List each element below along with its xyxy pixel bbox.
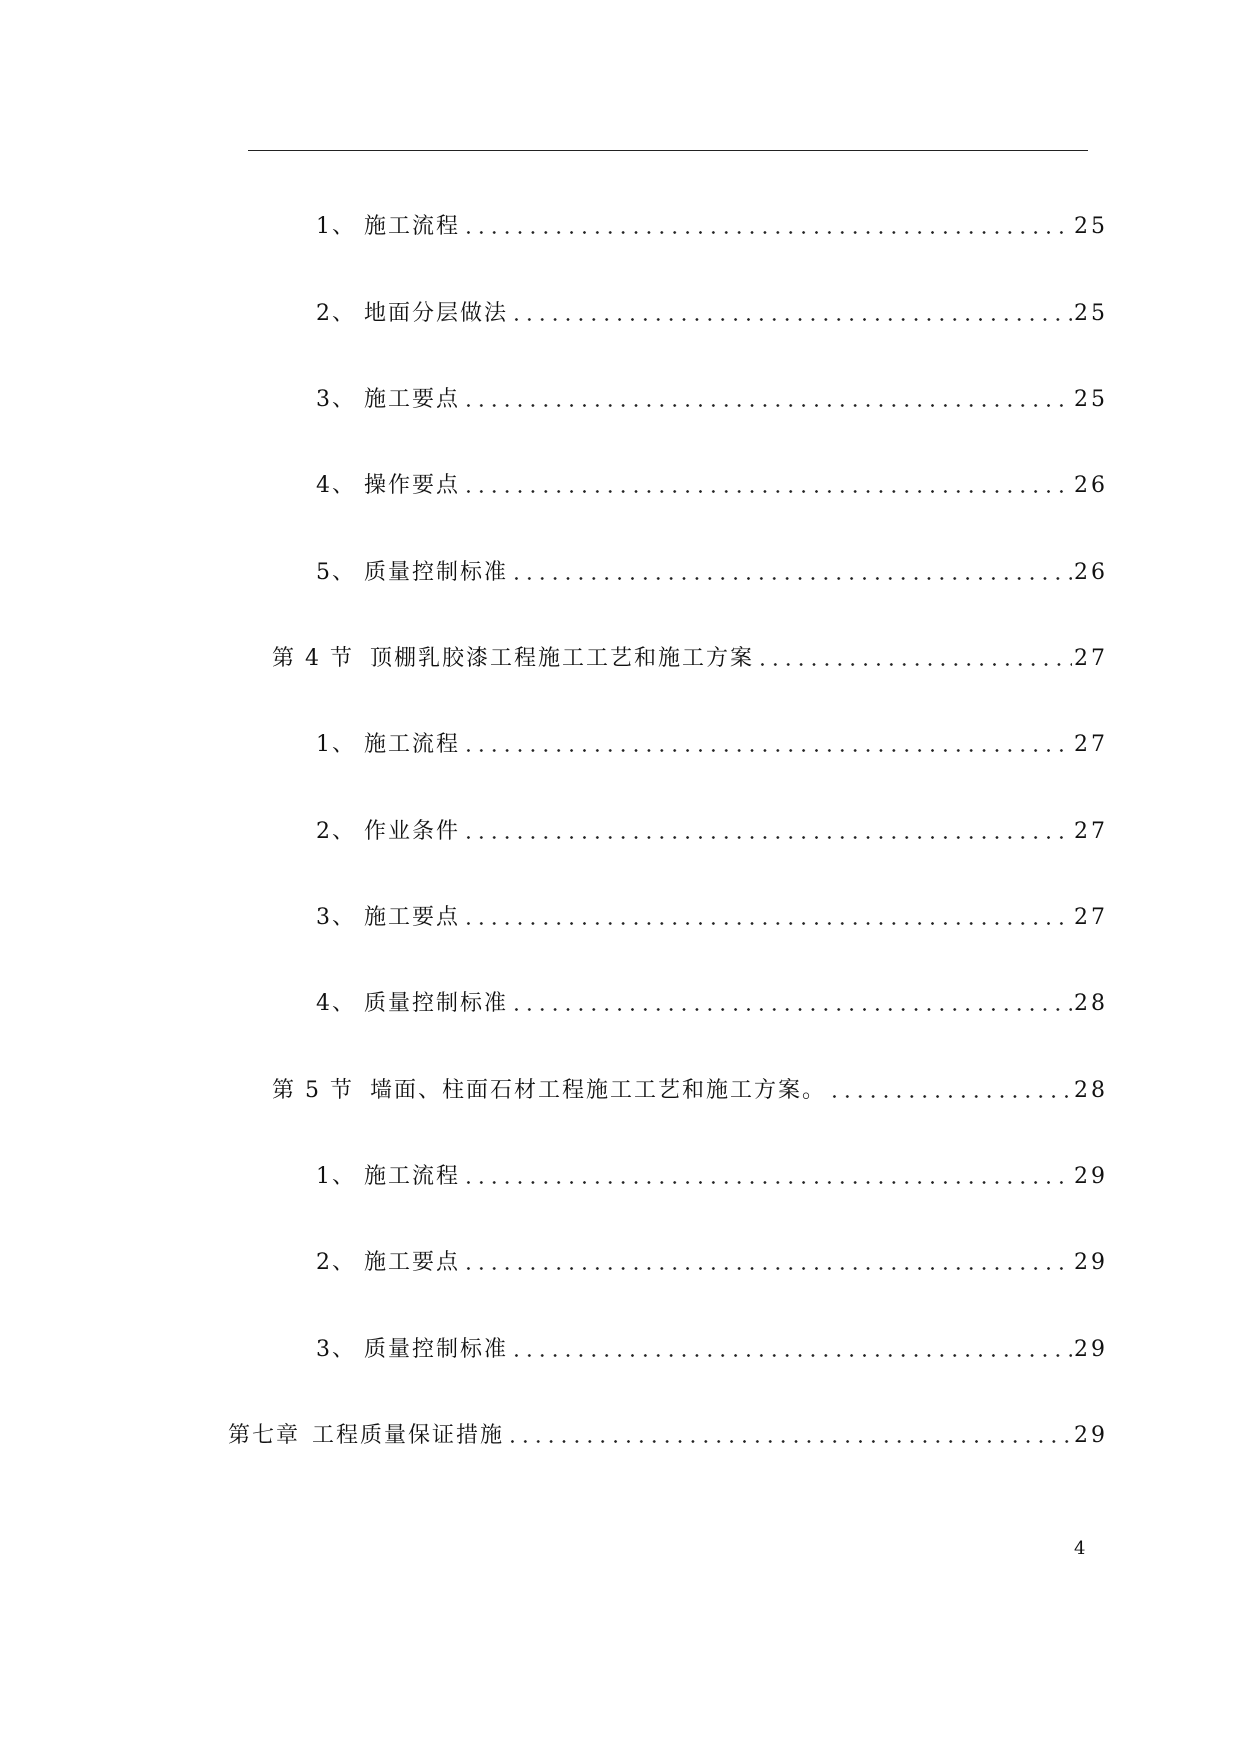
toc-entry[interactable] [316,977,1108,1017]
toc-entry-title: 顶棚乳胶漆工程施工工艺和施工方案 [369,646,754,671]
toc-entry-page: 28 [1074,1078,1108,1103]
toc-entry-title: 施工要点 [364,1250,461,1275]
toc-entry[interactable] [316,373,1108,413]
toc-entry[interactable] [316,718,1108,758]
dot-leader [462,905,1072,931]
toc-entry-number: 4、 [316,991,356,1016]
toc-entry-title: 施工流程 [364,214,461,239]
toc-entry[interactable] [316,287,1108,327]
toc-entry[interactable] [316,459,1108,499]
page-number: 4 [1074,1538,1086,1559]
toc-entry-page: 27 [1074,732,1108,757]
toc-entry-number: 1、 [316,214,356,239]
toc-entry-title: 工程质量保证措施 [312,1423,505,1448]
toc-entry-title: 质量控制标准 [364,1337,509,1362]
toc-entry[interactable] [316,546,1108,586]
dot-leader [462,1250,1072,1276]
dot-leader [510,1337,1072,1363]
dot-leader [462,1164,1072,1190]
toc-entry-title: 墙面、柱面石材工程施工工艺和施工方案。 [369,1078,826,1103]
toc-entry-page: 29 [1074,1423,1108,1448]
toc-entry-title: 作业条件 [364,819,461,844]
toc-entry-page: 26 [1074,473,1108,498]
toc-entry-number: 5、 [316,560,356,585]
dot-leader [510,301,1072,327]
toc-entry-number: 2、 [316,819,356,844]
dot-leader [506,1423,1072,1449]
toc-entry-title: 质量控制标准 [364,560,509,585]
toc-entry-title: 质量控制标准 [364,991,509,1016]
toc-entry-page: 29 [1074,1250,1108,1275]
toc-entry-page: 27 [1074,819,1108,844]
toc-entry-number: 第七章 [228,1423,301,1448]
dot-leader [462,732,1072,758]
toc-entry[interactable] [316,1236,1108,1276]
toc-entry-title: 施工流程 [364,732,461,757]
toc-entry-page: 25 [1074,214,1108,239]
toc-entry[interactable] [316,1150,1108,1190]
dot-leader [510,560,1072,586]
toc-entry-section[interactable] [272,632,1108,672]
toc-entry[interactable] [316,1323,1108,1363]
toc-entry-number: 2、 [316,301,356,326]
toc-entry-number: 1、 [316,732,356,757]
toc-entry-number: 3、 [316,387,356,412]
toc-entry-page: 27 [1074,646,1108,671]
toc-entry-chapter[interactable] [228,1409,1108,1449]
toc-entry-page: 25 [1074,301,1108,326]
toc-entry-number: 第 5 节 [272,1078,354,1103]
dot-leader [462,214,1072,240]
toc-entry-page: 27 [1074,905,1108,930]
toc-entry-section[interactable] [272,1064,1108,1104]
dot-leader [828,1078,1072,1104]
dot-leader [510,991,1072,1017]
toc-entry-number: 3、 [316,1337,356,1362]
dot-leader [756,646,1072,672]
toc-entry-number: 1、 [316,1164,356,1189]
toc-entry-title: 施工要点 [364,905,461,930]
toc-entry-page: 26 [1074,560,1108,585]
toc-entry-title: 操作要点 [364,473,461,498]
toc-entry[interactable] [316,805,1108,845]
toc-entry-number: 3、 [316,905,356,930]
toc-entry-title: 施工流程 [364,1164,461,1189]
toc-entry[interactable] [316,200,1108,240]
dot-leader [462,473,1072,499]
toc-entry-page: 25 [1074,387,1108,412]
dot-leader [462,387,1072,413]
toc-entry-page: 29 [1074,1164,1108,1189]
toc-entry-number: 2、 [316,1250,356,1275]
toc-entry-number: 第 4 节 [272,646,354,671]
toc-entry-page: 28 [1074,991,1108,1016]
toc-entry-page: 29 [1074,1337,1108,1362]
toc-entry[interactable] [316,891,1108,931]
toc-entry-title: 地面分层做法 [364,301,509,326]
toc-entry-number: 4、 [316,473,356,498]
dot-leader [462,819,1072,845]
toc-entry-title: 施工要点 [364,387,461,412]
